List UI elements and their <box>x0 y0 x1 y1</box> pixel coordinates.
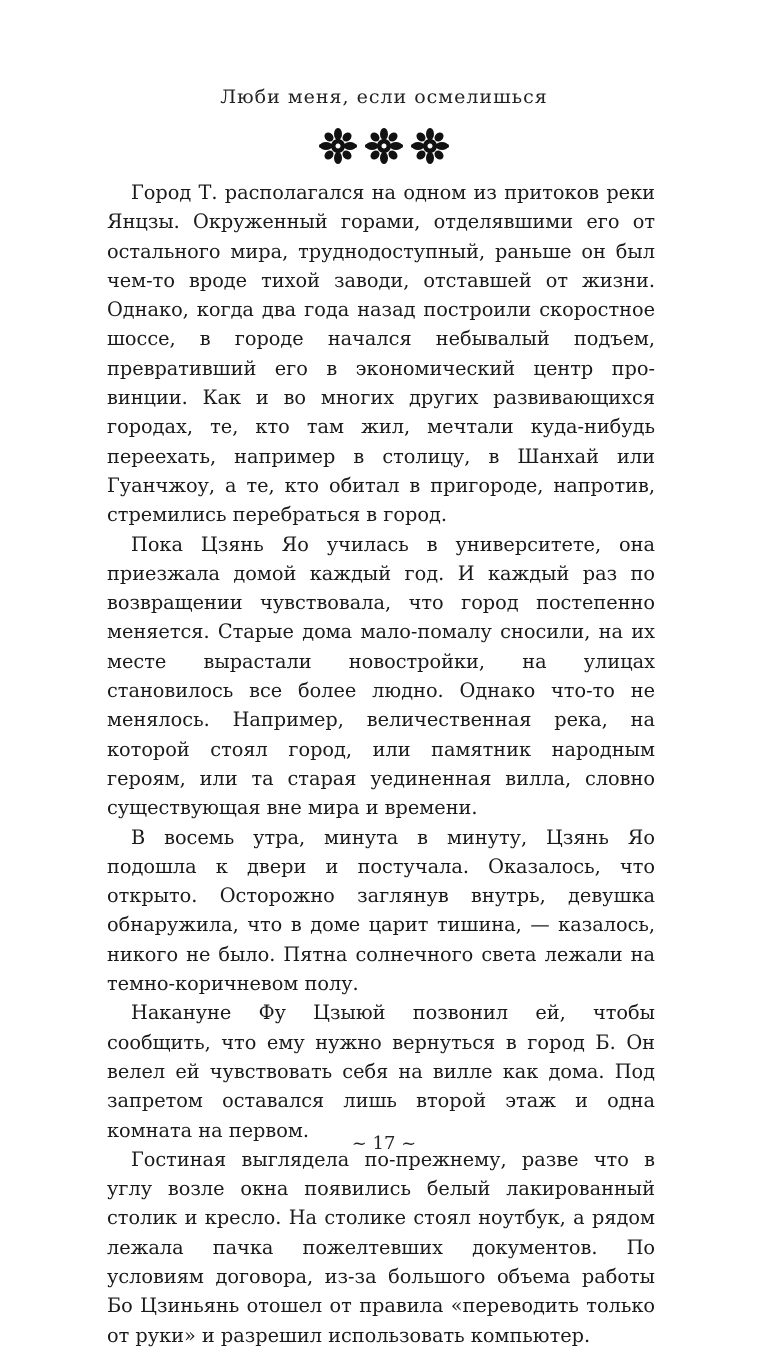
flower-ornament-icon <box>364 128 404 164</box>
paragraph: Пока Цзянь Яо училась в университете, она приезжала домой каждый год. И каждый раз по возвращении чувствовала, что город постепенно меняется. Старые дома мало-помалу сносили, на их месте вырастали новостройки, на улицах становилось все более людно. Однако что-то не менялось. Например, величественная река, на которой стоял город, или памятник народным героям, или та старая уединенная вилла, словно существующая вне мира и времени. <box>107 532 655 820</box>
paragraph: Накануне Фу Цзыюй позвонил ей, чтобы сообщить, что ему нужно вернуться в город Б. Он велел ей чувствовать себя на вилле как дома. Под запретом оставался лишь второй этаж и одна комната на первом. <box>107 1001 655 1142</box>
paragraph: В восемь утра, минута в минуту, Цзянь Яо подошла к двери и постучала. Оказалось, что открыто. Осторожно заглянув внутрь, девушка обнаружила, что в доме царит тишина, — казалось, никого не было. Пятна солнечного света лежали на темно-коричневом полу. <box>107 825 655 996</box>
page-number: ~ 17 ~ <box>351 1133 417 1154</box>
running-title: Люби меня, если осмелишься <box>220 86 548 108</box>
paragraph: Гостиная выглядела по-прежнему, разве что в углу возле окна появились белый лакированный столик и кресло. На столике стоял ноутбук, а рядом лежала пачка пожелтевших документов. По условиям договора, из-за большого объема работы Бо Цзиньянь отошел от правила «переводить только от руки» и разрешил использовать компьютер. <box>107 1147 655 1347</box>
body-text <box>107 178 655 1350</box>
paragraph: Город Т. располагался на одном из притоков реки Янцзы. Окруженный горами, отделявшими его от остального мира, труднодоступный, раньше он был чем-то вроде тихой заводи, отставшей от жизни. Однако, когда два года назад построили скоростное шоссе, в городе начался небывалый подъем, превративший его в экономический центр провинции. Как и во многих других развивающихся городах, те, кто там жил, мечтали куда-нибудь переехать, например в столицу, в Шанхай или Гуанчжоу, а те, кто обитал в пригороде, напротив, стремились перебраться в город. <box>107 181 655 527</box>
flower-ornament-icon <box>318 128 358 164</box>
flower-ornament-icon <box>410 128 450 164</box>
chapter-ornament <box>0 128 768 164</box>
